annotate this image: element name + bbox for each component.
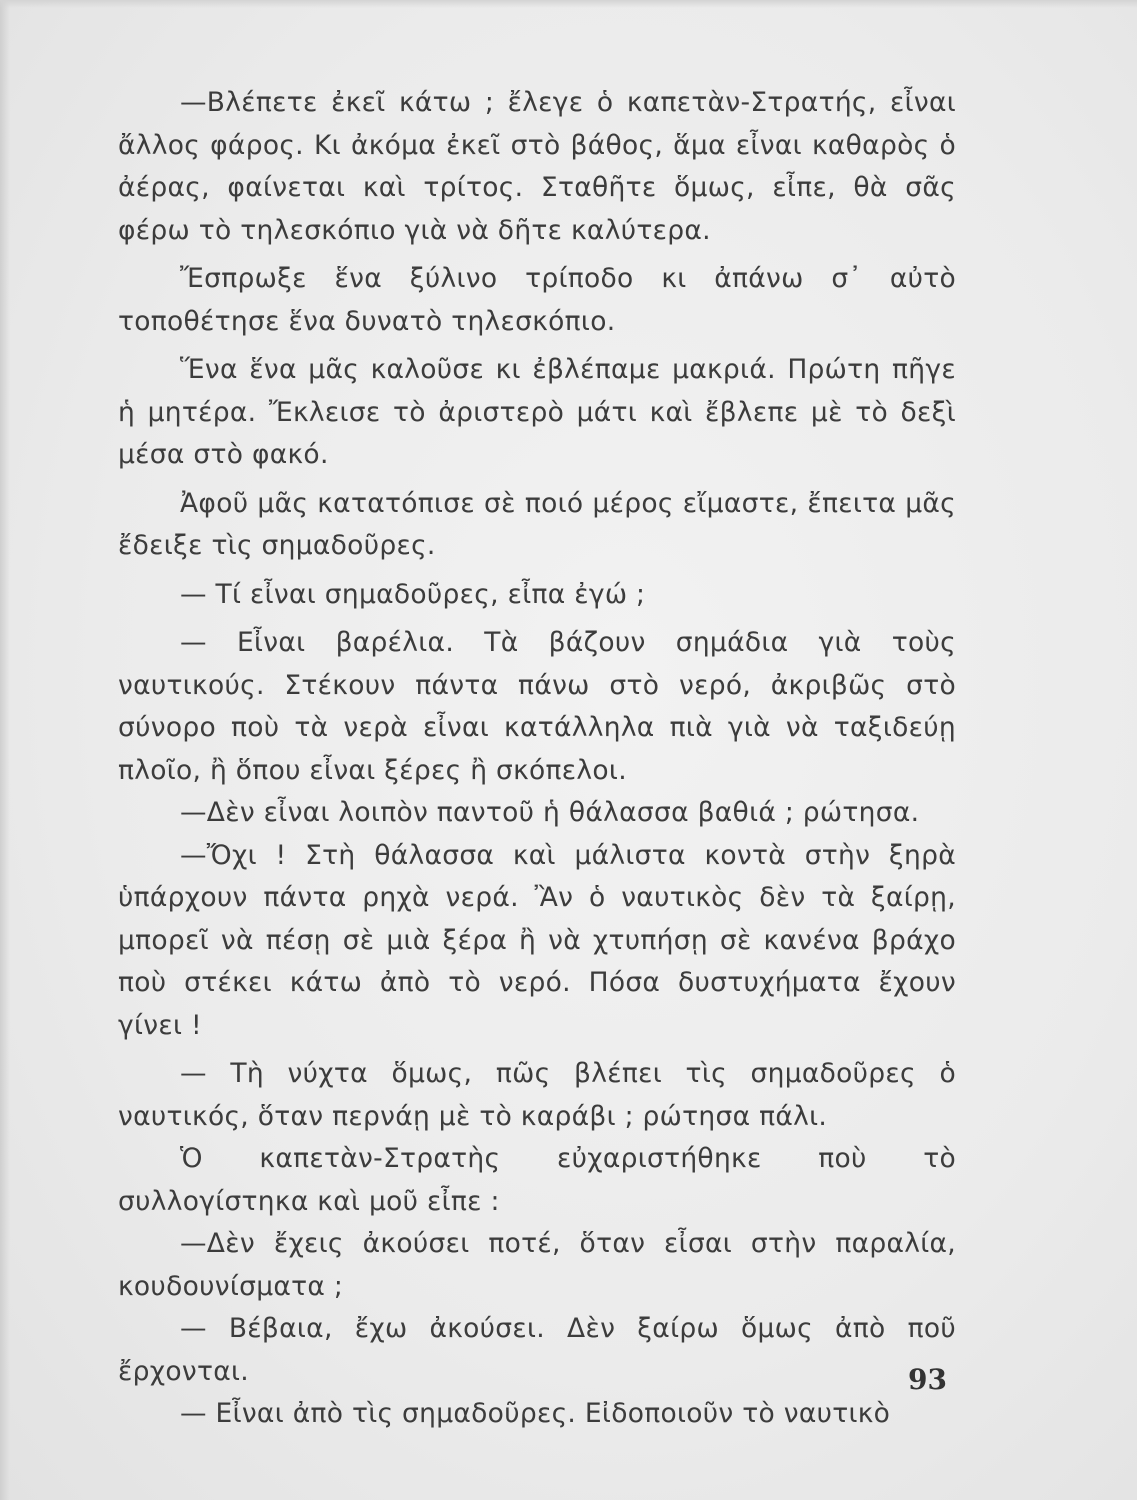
- paragraph: Ἀφοῦ μᾶς κατατόπισε σὲ ποιό μέρος εἴμαστε, ἔπειτα μᾶς ἔδειξε τὶς σημαδοῦρες.: [118, 487, 956, 561]
- page-edge-shadow: [0, 0, 10, 1500]
- paragraph: —Βλέπετε ἐκεῖ κάτω ; ἔλεγε ὁ καπετὰν-Στρατής, εἶναι ἄλλος φάρος. Κι ἀκόμα ἐκεῖ στὸ βάθος, ἅμα εἶναι καθαρὸς ὁ ἀέρας, φαίνεται καὶ τρίτος. Σταθῆτε ὅμως, εἶπε, θὰ σᾶς φέρω τὸ τηλεσκόπιο γιὰ νὰ δῆτε καλύτερα.: [118, 87, 956, 246]
- paragraph: — Τί εἶναι σημαδοῦρες, εἶπα ἐγώ ;: [180, 578, 646, 610]
- paragraph: — Εἶναι ἀπὸ τὶς σημαδοῦρες. Εἰδοποιοῦν τὸ ναυτικὸ: [180, 1398, 891, 1429]
- paragraph: —Δὲν ἔχεις ἀκούσει ποτέ, ὅταν εἶσαι στὴν παραλία, κουδουνίσματα ;: [118, 1228, 956, 1302]
- paragraph: — Εἶναι βαρέλια. Τὰ βάζουν σημάδια γιὰ τοὺς ναυτικούς. Στέκουν πάντα πάνω στὸ νερό, ἀκριβῶς στὸ σύνορο ποὺ τὰ νερὰ εἶναι κατάλληλα πιὰ γιὰ νὰ ταξιδεύῃ πλοῖο, ἢ ὅπου εἶναι ξέρες ἢ σκόπελοι.: [118, 627, 956, 786]
- page-number: 93: [908, 1363, 947, 1396]
- body-text: [118, 82, 956, 1436]
- paragraph: Ὁ καπετὰν-Στρατὴς εὐχαριστήθηκε ποὺ τὸ συλλογίστηκα καὶ μοῦ εἶπε :: [118, 1143, 956, 1217]
- paragraph: — Βέβαια, ἔχω ἀκούσει. Δὲν ξαίρω ὅμως ἀπὸ ποῦ ἔρχονται.: [118, 1313, 956, 1387]
- paragraph: Ἔσπρωξε ἕνα ξύλινο τρίποδο κι ἀπάνω σ᾽ αὐτὸ τοποθέτησε ἕνα δυνατὸ τηλεσκόπιο.: [118, 263, 956, 337]
- paragraph: —Δὲν εἶναι λοιπὸν παντοῦ ἡ θάλασσα βαθιά ; ρώτησα.: [180, 797, 920, 828]
- paragraph: —Ὄχι ! Στὴ θάλασσα καὶ μάλιστα κοντὰ στὴν ξηρὰ ὑπάρχουν πάντα ρηχὰ νερά. Ἂν ὁ ναυτικὸς δὲν τὰ ξαίρῃ, μπορεῖ νὰ πέσῃ σὲ μιὰ ξέρα ἢ νὰ χτυπήσῃ σὲ κανένα βράχο ποὺ στέκει κάτω ἀπὸ τὸ νερό. Πόσα δυστυχήματα ἔχουν γίνει !: [118, 839, 956, 1041]
- page-top-shadow: [0, 0, 1137, 8]
- paragraph: — Τὴ νύχτα ὅμως, πῶς βλέπει τὶς σημαδοῦρες ὁ ναυτικός, ὅταν περνάῃ μὲ τὸ καράβι ; ρώτησα πάλι.: [118, 1058, 956, 1132]
- paragraph: Ἕνα ἕνα μᾶς καλοῦσε κι ἐβλέπαμε μακριά. Πρώτη πῆγε ἡ μητέρα. Ἔκλεισε τὸ ἀριστερὸ μάτι καὶ ἔβλεπε μὲ τὸ δεξὶ μέσα στὸ φακό.: [118, 354, 956, 470]
